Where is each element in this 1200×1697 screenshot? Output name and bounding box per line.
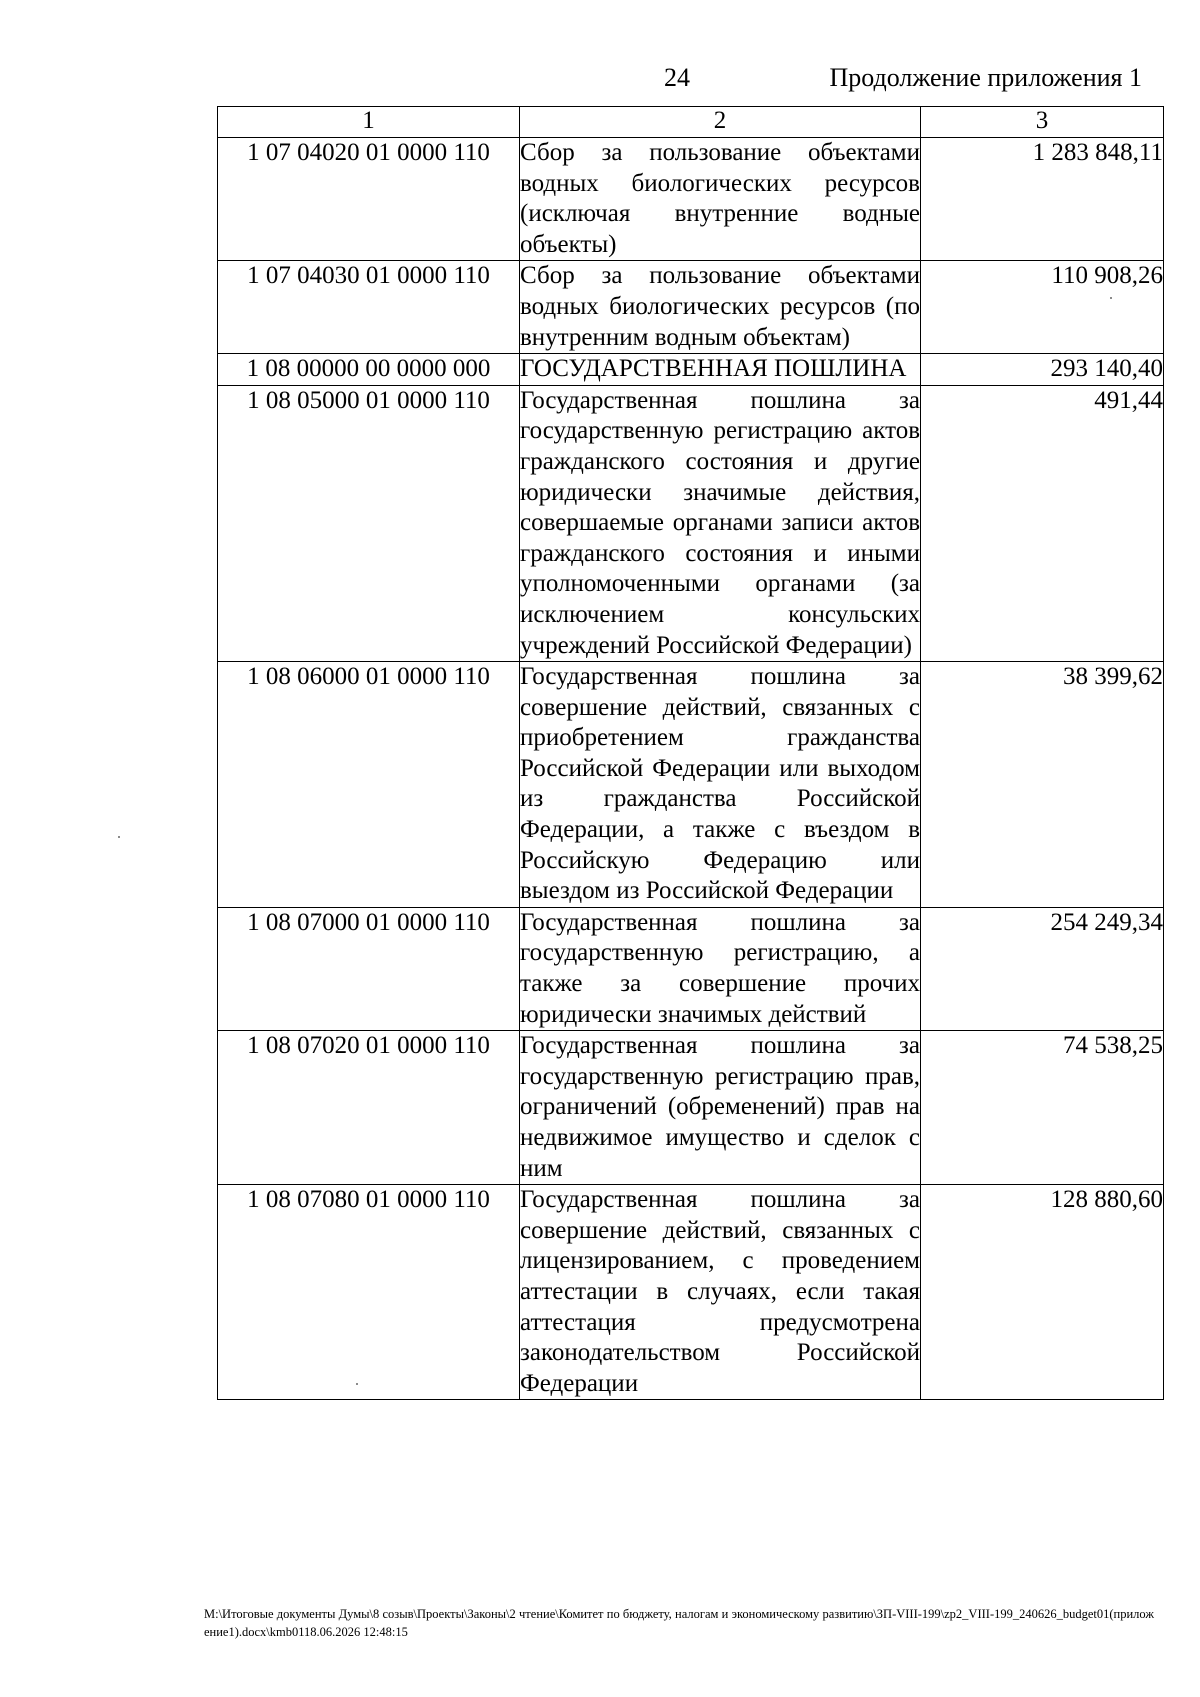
table-row	[218, 1031, 1164, 1185]
row-amount: 491,44	[921, 385, 1164, 661]
column-header-amount: 3	[921, 107, 1164, 138]
table-row	[218, 1185, 1164, 1400]
row-amount: 254 249,34	[921, 907, 1164, 1030]
table-header-row	[218, 107, 1164, 138]
row-name: Государственная пошлина за государственную регистрацию актов гражданского состояния и другие юридически значимые действия, совершаемые органами записи актов гражданского состояния и иными уполномоченными органами (за исключением консульских учреждений Российской Федерации)	[520, 385, 921, 661]
row-code: 1 08 05000 01 0000 110	[218, 385, 520, 661]
row-name: Сбор за пользование объектами водных биологических ресурсов (исключая внутренние водные объекты)	[520, 138, 921, 261]
table-row	[218, 354, 1164, 386]
table-row	[218, 261, 1164, 354]
scan-speck	[1110, 297, 1112, 299]
column-header-code: 1	[218, 107, 520, 138]
table-row	[218, 662, 1164, 908]
row-name: Государственная пошлина за государственную регистрацию прав, ограничений (обременений) прав на недвижимое имущество и сделок с ним	[520, 1031, 921, 1185]
row-name: Государственная пошлина за совершение действий, связанных с лицензированием, с проведением аттестации в случаях, если такая аттестация предусмотрена законодательством Российской Федерации	[520, 1185, 921, 1400]
row-name: ГОСУДАРСТВЕННАЯ ПОШЛИНА	[520, 354, 921, 386]
scan-speck	[356, 1383, 358, 1385]
row-name: Сбор за пользование объектами водных биологических ресурсов (по внутренним водным объектам)	[520, 261, 921, 354]
row-code: 1 07 04020 01 0000 110	[218, 138, 520, 261]
row-name: Государственная пошлина за совершение действий, связанных с приобретением гражданства Российской Федерации или выходом из гражданства Российской Федерации, а также с въездом в Российскую Федерацию или выездом из Российской Федерации	[520, 662, 921, 908]
row-code: 1 08 06000 01 0000 110	[218, 662, 520, 908]
row-amount: 110 908,26	[921, 261, 1164, 354]
row-code: 1 08 07020 01 0000 110	[218, 1031, 520, 1185]
row-code: 1 08 07080 01 0000 110	[218, 1185, 520, 1400]
row-code: 1 07 04030 01 0000 110	[218, 261, 520, 354]
document-path-footer: M:\Итоговые документы Думы\8 созыв\Проекты\Законы\2 чтение\Комитет по бюджету, налогам и экономическому развитию\ЗП-VIII-199\zp2_VIII-199_240626_budget01(приложение1).docx\kmb0118.06.2026 12:48:15	[204, 1607, 1154, 1639]
row-amount: 74 538,25	[921, 1031, 1164, 1185]
continuation-heading: Продолжение приложения 1	[829, 63, 1142, 92]
row-code: 1 08 00000 00 0000 000	[218, 354, 520, 386]
row-amount: 293 140,40	[921, 354, 1164, 386]
column-header-name: 2	[520, 107, 921, 138]
row-amount: 38 399,62	[921, 662, 1164, 908]
row-name: Государственная пошлина за государственную регистрацию, а также за совершение прочих юридически значимых действий	[520, 907, 921, 1030]
table-row	[218, 385, 1164, 661]
revenue-table	[217, 106, 1164, 1400]
scan-speck	[118, 836, 120, 838]
row-amount: 1 283 848,11	[921, 138, 1164, 261]
row-amount: 128 880,60	[921, 1185, 1164, 1400]
table-row	[218, 907, 1164, 1030]
page-number: 24	[664, 63, 690, 92]
row-code: 1 08 07000 01 0000 110	[218, 907, 520, 1030]
table-row	[218, 138, 1164, 261]
